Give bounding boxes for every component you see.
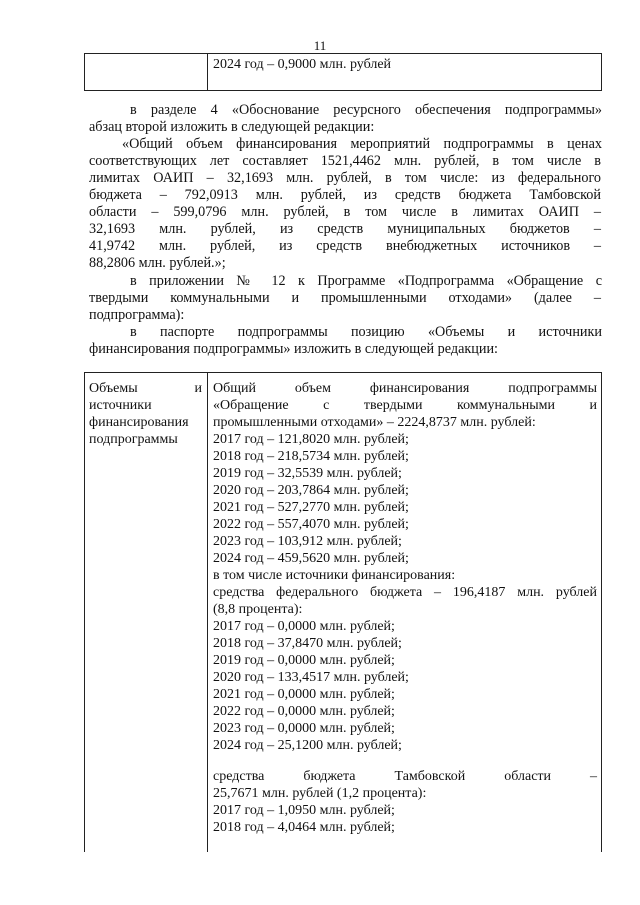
paragraph-line: области – 599,0796 млн. рублей, в том числе в лимитах ОАИП – (89, 204, 601, 220)
table-cell-line: промышленными отходами» – 2224,8737 млн. рублей: (213, 415, 536, 430)
paragraph-line: «Общий объем финансирования мероприятий подпрограммы в ценах (122, 136, 602, 152)
table-cell-line: 2021 год – 527,2770 млн. рублей; (213, 500, 409, 515)
table-cell-line: 2017 год – 0,0000 млн. рублей; (213, 619, 395, 634)
table-row-label: Объемы и (89, 381, 202, 396)
top-table-text: 2024 год – 0,9000 млн. рублей (213, 57, 392, 72)
table-row-label: финансирования (89, 415, 189, 430)
paragraph-line: бюджета – 792,0913 млн. рублей, из средств бюджета Тамбовской (89, 187, 601, 203)
table-cell-line: 2018 год – 4,0464 млн. рублей; (213, 820, 395, 835)
passport-table-divider (207, 372, 208, 852)
paragraph-line: финансирования подпрограммы» изложить в следующей редакции: (89, 341, 498, 357)
paragraph-line: соответствующих лет составляет 1521,4462 млн. рублей, в том числе в (89, 153, 601, 169)
table-cell-line: 2019 год – 0,0000 млн. рублей; (213, 653, 395, 668)
paragraph-line: подпрограмма): (89, 307, 185, 323)
paragraph-line: 32,1693 млн. рублей, из средств муниципальных бюджетов – (89, 221, 601, 237)
table-row-label: подпрограммы (89, 432, 178, 447)
table-cell-line: (8,8 процента): (213, 602, 303, 617)
table-cell-line: 2020 год – 203,7864 млн. рублей; (213, 483, 409, 498)
table-cell-line: 2024 год – 459,5620 млн. рублей; (213, 551, 409, 566)
table-cell-line: 2020 год – 133,4517 млн. рублей; (213, 670, 409, 685)
paragraph-line: 88,2806 млн. рублей.»; (89, 255, 226, 271)
table-cell-line: 2023 год – 0,0000 млн. рублей; (213, 721, 395, 736)
table-cell-line: средства федерального бюджета – 196,4187 млн. рублей (213, 585, 597, 600)
table-cell-line: 2018 год – 37,8470 млн. рублей; (213, 636, 402, 651)
table-row-label: источники (89, 398, 152, 413)
table-cell-line: 2024 год – 25,1200 млн. рублей; (213, 738, 402, 753)
table-cell-line: 2018 год – 218,5734 млн. рублей; (213, 449, 409, 464)
table-cell-line: 2017 год – 121,8020 млн. рублей; (213, 432, 409, 447)
paragraph-line: лимитах ОАИП – 32,1693 млн. рублей, в том числе: из федерального (89, 170, 601, 186)
paragraph-line: в паспорте подпрограммы позицию «Объемы и источники (130, 324, 602, 340)
table-cell-line: «Обращение с твердыми коммунальными и (213, 398, 597, 413)
table-cell-line: Общий объем финансирования подпрограммы (213, 381, 597, 396)
table-cell-line: 2022 год – 557,4070 млн. рублей; (213, 517, 409, 532)
table-cell-line: 25,7671 млн. рублей (1,2 процента): (213, 786, 427, 801)
paragraph-line: в разделе 4 «Обоснование ресурсного обеспечения подпрограммы» (130, 102, 602, 118)
table-cell-line: 2021 год – 0,0000 млн. рублей; (213, 687, 395, 702)
page-number: 11 (313, 38, 327, 53)
top-table-divider (207, 53, 208, 91)
table-cell-line: в том числе источники финансирования: (213, 568, 456, 583)
paragraph-line: твердыми коммунальными и промышленными отходами» (далее – (89, 290, 601, 306)
paragraph-line: абзац второй изложить в следующей редакции: (89, 119, 375, 135)
table-cell-line: средства бюджета Тамбовской области – (213, 769, 597, 784)
table-cell-line: 2019 год – 32,5539 млн. рублей; (213, 466, 402, 481)
table-cell-line: 2017 год – 1,0950 млн. рублей; (213, 803, 395, 818)
paragraph-line: 41,9742 млн. рублей, из средств внебюджетных источников – (89, 238, 601, 254)
table-cell-line: 2023 год – 103,912 млн. рублей; (213, 534, 402, 549)
table-cell-line: 2022 год – 0,0000 млн. рублей; (213, 704, 395, 719)
paragraph-line: в приложении № 12 к Программе «Подпрограмма «Обращение с (130, 273, 602, 289)
